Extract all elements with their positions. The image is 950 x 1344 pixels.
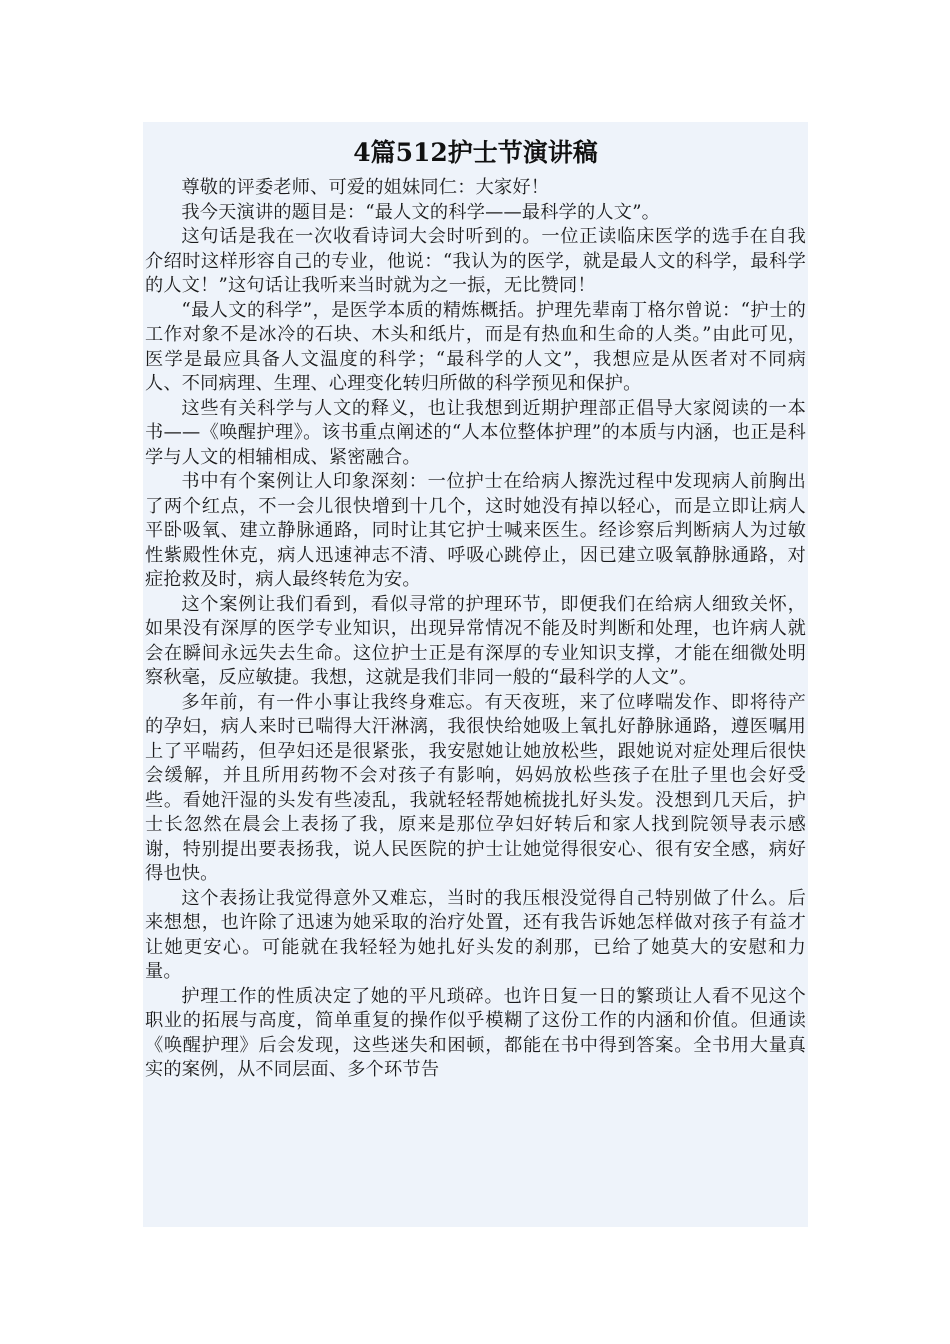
paragraph-nursing-nature: 护理工作的性质决定了她的平凡琐碎。也许日复一日的繁琐让人看不见这个职业的拓展与高度，简单重复的操作似乎模糊了这份工作的内涵和价值。但通读《唤醒护理》后会发现，这些迷失和困顿，都能在书中得到答案。全书用大量真实的案例，从不同层面、多个环节告 — [145, 985, 806, 1080]
document-title: 4篇512护士节演讲稿 — [353, 138, 598, 167]
paragraph-praise: 这个表扬让我觉得意外又难忘，当时的我压根没觉得自己特别做了什么。后来想想，也许除了迅速为她采取的治疗处置，还有我告诉她怎样做对孩子有益才让她更安心。可能就在我轻轻为她扎好头发的刹那，已给了她莫大的安慰和力量。 — [145, 887, 806, 982]
paragraph-case: 书中有个案例让人印象深刻：一位护士在给病人擦洗过程中发现病人前胸出了两个红点，不一会儿很快增到十几个，这时她没有掉以轻心，而是立即让病人平卧吸氧、建立静脉通路，同时让其它护士喊来医生。经诊察后判断病人为过敏性紫殿性休克，病人迅速神志不清、呼吸心跳停止，因已建立吸氧静脉通路，对症抢救及时，病人最终转危为安。 — [145, 471, 806, 590]
paragraph-topic: 我今天演讲的题目是：“最人文的科学——最科学的人文”。 — [181, 201, 661, 223]
paragraph-case-reflection: 这个案例让我们看到，看似寻常的护理环节，即便我们在给病人细致关怀，如果没有深厚的医学专业知识，出现异常情况不能及时判断和处理，也许病人就会在瞬间永远失去生命。这位护士正是有深厚的专业知识支撑，才能在细微处明察秋毫，反应敏捷。我想，这就是我们非同一般的“最科学的人文”。 — [145, 593, 806, 688]
paragraph-greeting: 尊敬的评委老师、可爱的姐妹同仁：大家好！ — [181, 177, 550, 198]
paragraph-humanistic-science: “最人文的科学”，是医学本质的精炼概括。护理先辈南丁格尔曾说：“护士的工作对象不是冰冷的石块、木头和纸片，而是有热血和生命的人类。”由此可见，医学是最应具备人文温度的科学；“最科学的人文”，我想应是从医者对不同病人、不同病理、生理、心理变化转归所做的科学预见和保护。 — [145, 299, 806, 394]
paragraph-book-intro: 这些有关科学与人文的释义，也让我想到近期护理部正倡导大家阅读的一本书——《唤醒护理》。该书重点阐述的“人本位整体护理”的本质与内涵，也正是科学与人文的相辅相成、紧密融合。 — [145, 397, 806, 468]
document-body — [143, 122, 808, 1227]
paragraph-origin: 这句话是我在一次收看诗词大会时听到的。一位正读临床医学的选手在自我介绍时这样形容自己的专业，他说：“我认为的医学，就是最人文的科学，最科学的人文！”这句话让我听来当时就为之一振，无比赞同！ — [145, 226, 806, 296]
paragraph-personal-story: 多年前，有一件小事让我终身难忘。有天夜班，来了位哮喘发作、即将待产的孕妇，病人来时已喘得大汗淋漓，我很快给她吸上氧扎好静脉通路，遵医嘱用上了平喘药，但孕妇还是很紧张，我安慰她让她放松些，跟她说对症处理后很快会缓解，并且所用药物不会对孩子有影响，妈妈放松些孩子在肚子里也会好受些。看她汗湿的头发有些凌乱，我就轻轻帮她梳拢扎好头发。没想到几天后，护士长忽然在晨会上表扬了我，原来是那位孕妇好转后和家人找到院领导表示感谢，特别提出要表扬我，说人民医院的护士让她觉得很安心、很有安全感，病好得也快。 — [145, 691, 806, 884]
